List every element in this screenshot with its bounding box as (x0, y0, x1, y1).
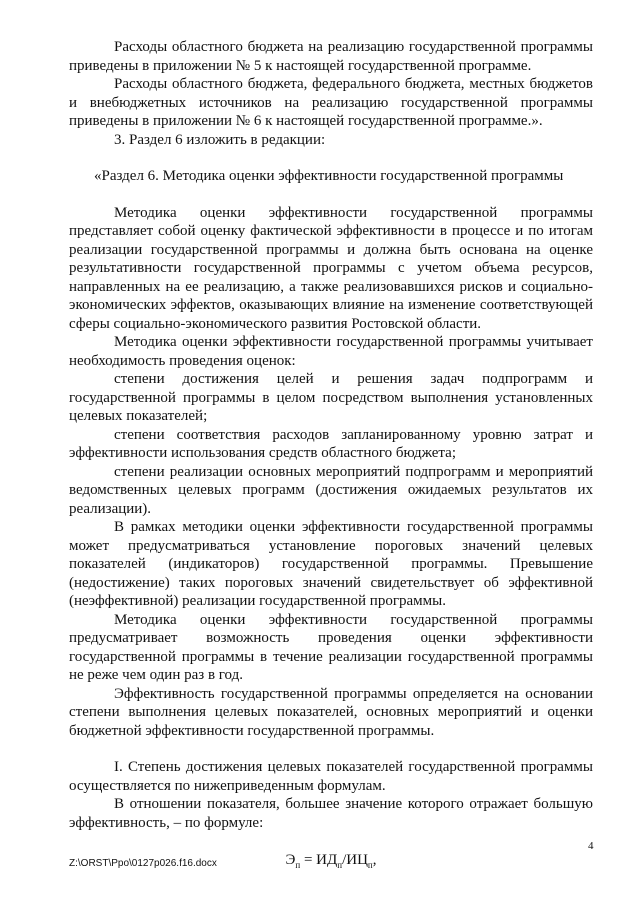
paragraph: Методика оценки эффективности государственной программы учитывает необходимость проведения оценок: (69, 334, 593, 369)
section-heading: «Раздел 6. Методика оценки эффективности государственной программы (94, 168, 564, 184)
paragraph: В отношении показателя, большее значение которого отражает большую эффективность, – по формуле: (69, 796, 593, 831)
paragraph: степени достижения целей и решения задач подпрограмм и государственной программы в целом посредством выполнения установленных целевых показателей; (69, 371, 593, 424)
paragraph: степени соответствия расходов запланированному уровню затрат и эффективности использования средств областного бюджета; (69, 426, 593, 461)
paragraph: Расходы областного бюджета на реализацию государственной программы приведены в приложении № 5 к настоящей государственной программе. (69, 39, 593, 74)
formula-tail: , (372, 852, 377, 868)
formula-eq: = ИД (300, 852, 338, 868)
paragraph: Методика оценки эффективности государственной программы представляет собой оценку фактической эффективности в процессе и по итогам реализации государственной программы и должна быть основана на оценке результативности государственной программы с учетом объема ресурсов, направленных на ее реализацию, а также реализовавшихся рисков и социально-экономических эффектов, оказывающих влияние на изменение соответствующей сферы социально-экономического развития Ростовской области. (69, 204, 593, 332)
paragraph: В рамках методики оценки эффективности государственной программы может предусматриваться установление пороговых значений целевых показателей (индикаторов) государственной программы. Превышение (недостижение) таких пороговых значений свидетельствует об эффективной (неэффективной) реализации государственной программы. (69, 519, 593, 609)
paragraph: Эффективность государственной программы определяется на основании степени выполнения целевых показателей, основных мероприятий и оценки бюджетной эффективности государственной программы. (69, 685, 593, 739)
paragraph: I. Степень достижения целевых показателей государственной программы осуществляется по нижеприведенным формулам. (69, 759, 593, 794)
page-number: 4 (588, 840, 594, 852)
formula-mid-sub: п (337, 860, 343, 870)
footer-file-path: Z:\ORST\Ppo\0127p026.f16.docx (69, 858, 217, 869)
formula-lhs: Э (285, 852, 296, 868)
spacer (69, 740, 593, 758)
formula-div: /ИЦ (342, 852, 368, 868)
document-body (69, 38, 593, 870)
paragraph: Расходы областного бюджета, федерального бюджета, местных бюджетов и внебюджетных источников на реализацию государственной программы приведены в приложении № 6 к настоящей государственной программе.». (69, 76, 593, 129)
formula-lhs-sub: п (295, 860, 301, 870)
paragraph: 3. Раздел 6 изложить в редакции: (114, 131, 326, 148)
formula-end-sub: п (367, 860, 373, 870)
paragraph: Методика оценки эффективности государственной программы предусматривает возможность проведения оценки эффективности государственной программы в течение реализации государственной программы не реже чем один раз в год. (69, 611, 593, 683)
paragraph: степени реализации основных мероприятий подпрограмм и мероприятий ведомственных целевых программ (достижения ожидаемых результатов их реализации). (69, 463, 593, 517)
